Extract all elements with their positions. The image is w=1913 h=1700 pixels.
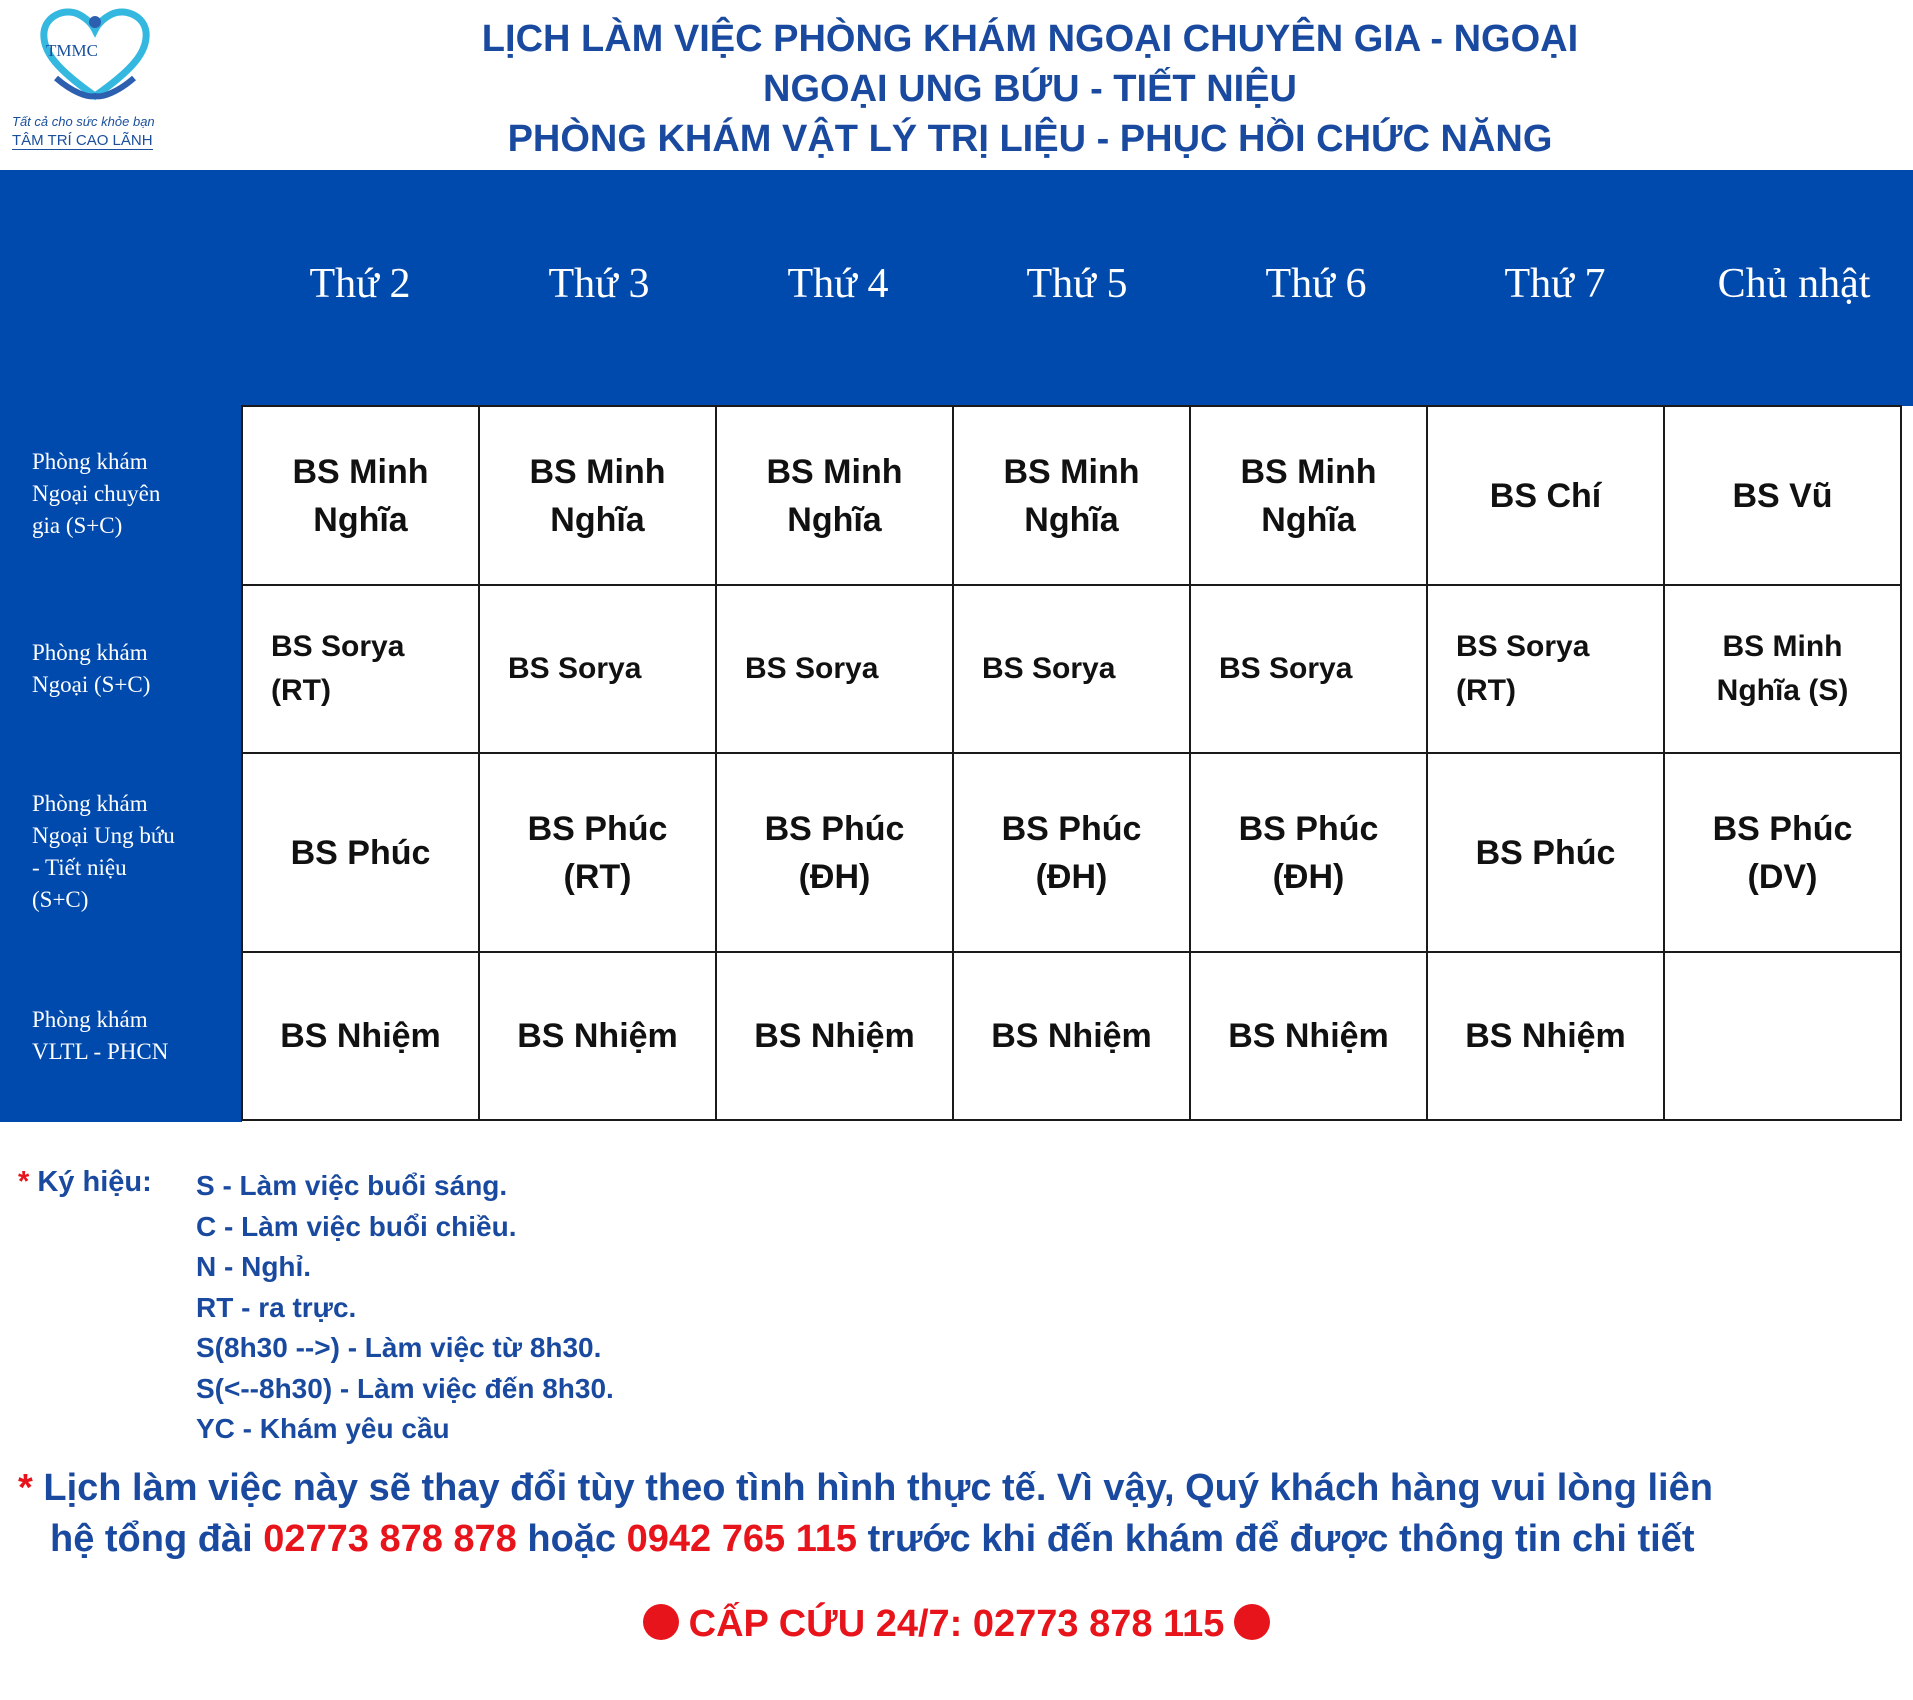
schedule-cell: BS Phúc xyxy=(1427,753,1664,952)
schedule-cell: BS Nhiệm xyxy=(716,952,953,1120)
logo xyxy=(10,8,170,153)
schedule-cell: BS Phúc (ĐH) xyxy=(1190,753,1427,952)
notice-text: hệ tổng đài xyxy=(50,1518,253,1560)
schedule-cell: BS Nhiệm xyxy=(953,952,1190,1120)
day-header: Thứ 4 xyxy=(787,261,889,307)
legend-item: S - Làm việc buổi sáng. xyxy=(196,1170,508,1201)
notice-line-1 xyxy=(18,1463,1898,1514)
asterisk-mark: * xyxy=(18,1467,33,1509)
schedule-cell: BS Vũ xyxy=(1664,406,1901,585)
schedule-cell: BS Phúc (ĐH) xyxy=(953,753,1190,952)
legend-list xyxy=(196,1166,614,1450)
legend-item: N - Nghỉ. xyxy=(196,1251,312,1282)
emergency-text: CẤP CỨU 24/7: 02773 878 115 xyxy=(688,1603,1225,1645)
notice xyxy=(18,1463,1898,1565)
asterisk-mark: * xyxy=(18,1166,30,1198)
logo-slogan: Tất cả cho sức khỏe bạn xyxy=(12,114,155,129)
legend-item: C - Làm việc buổi chiều. xyxy=(196,1210,517,1242)
row-header: Phòng khám Ngoại Ung bứu - Tiết niệu (S+C) xyxy=(32,791,175,912)
table-row xyxy=(242,406,1901,585)
schedule-cell: BS Phúc (ĐH) xyxy=(716,753,953,952)
notice-line-2 xyxy=(18,1514,1898,1565)
row-header: Phòng khám VLTL - PHCN xyxy=(32,1007,169,1064)
emergency-line xyxy=(0,1603,1913,1646)
day-header: Thứ 2 xyxy=(309,261,411,307)
table-row xyxy=(242,585,1901,753)
schedule-cell: BS Phúc (DV) xyxy=(1664,753,1901,952)
table-row xyxy=(242,952,1901,1120)
schedule-cell: BS Sorya (RT) xyxy=(1427,585,1664,753)
logo-name: TÂM TRÍ CAO LÃNH xyxy=(12,132,153,149)
page-title-line-2: NGOẠI UNG BỨU - TIẾT NIỆU xyxy=(763,68,1297,110)
notice-text: hoặc xyxy=(527,1518,617,1560)
day-header: Thứ 6 xyxy=(1265,261,1367,307)
schedule-cell: BS Phúc xyxy=(242,753,479,952)
schedule-cell: BS Nhiệm xyxy=(1190,952,1427,1120)
table-row xyxy=(242,753,1901,952)
schedule-cell: BS Minh Nghĩa xyxy=(479,406,716,585)
schedule-cell: BS Nhiệm xyxy=(242,952,479,1120)
row-header: Phòng khám Ngoại chuyên gia (S+C) xyxy=(32,449,161,538)
schedule-cell: BS Sorya (RT) xyxy=(242,585,479,753)
row-header: Phòng khám Ngoại (S+C) xyxy=(32,640,151,697)
schedule-cell: BS Chí xyxy=(1427,406,1664,585)
schedule-cell: BS Nhiệm xyxy=(1427,952,1664,1120)
schedule-cell: BS Minh Nghĩa xyxy=(242,406,479,585)
schedule-cell: BS Minh Nghĩa xyxy=(953,406,1190,585)
schedule-cell: BS Nhiệm xyxy=(479,952,716,1120)
notice-text: Lịch làm việc này sẽ thay đổi tùy theo tình hình thực tế. Vì vậy, Quý khách hàng vui lòng liên xyxy=(43,1467,1713,1509)
day-header: Thứ 7 xyxy=(1504,261,1606,307)
legend-item: S(8h30 -->) - Làm việc từ 8h30. xyxy=(196,1332,602,1363)
red-dot-icon xyxy=(643,1604,679,1640)
schedule-cell: BS Sorya xyxy=(479,585,716,753)
legend-item: RT - ra trực. xyxy=(196,1291,357,1323)
logo-text: TMMC xyxy=(46,41,98,60)
mobile-phone: 0942 765 115 xyxy=(626,1518,857,1560)
notice-text: trước khi đến khám để được thông tin chi tiết xyxy=(867,1518,1695,1560)
page-title: LỊCH LÀM VIỆC PHÒNG KHÁM NGOẠI CHUYÊN GIA - NGOẠI xyxy=(481,18,1579,60)
schedule-cell: BS Minh Nghĩa (S) xyxy=(1664,585,1901,753)
schedule-table xyxy=(241,405,1902,1121)
schedule-cell: BS Sorya xyxy=(1190,585,1427,753)
schedule-cell: BS Minh Nghĩa xyxy=(716,406,953,585)
day-header: Thứ 5 xyxy=(1026,261,1128,307)
legend-label xyxy=(18,1166,152,1199)
schedule-cell: BS Sorya xyxy=(953,585,1190,753)
day-header: Chủ nhật xyxy=(1717,261,1871,307)
schedule-cell: BS Sorya xyxy=(716,585,953,753)
legend-item: S(<--8h30) - Làm việc đến 8h30. xyxy=(196,1372,614,1404)
schedule-cell xyxy=(1664,952,1901,1120)
page-title-line-3: PHÒNG KHÁM VẬT LÝ TRỊ LIỆU - PHỤC HỒI CHỨC NĂNG xyxy=(507,118,1553,160)
schedule-cell: BS Phúc (RT) xyxy=(479,753,716,952)
red-dot-icon xyxy=(1234,1604,1270,1640)
hotline-phone: 02773 878 878 xyxy=(263,1518,517,1560)
legend-item: YC - Khám yêu cầu xyxy=(196,1413,450,1444)
legend-title: Ký hiệu: xyxy=(37,1166,152,1198)
day-header: Thứ 3 xyxy=(548,261,650,307)
schedule-cell: BS Minh Nghĩa xyxy=(1190,406,1427,585)
